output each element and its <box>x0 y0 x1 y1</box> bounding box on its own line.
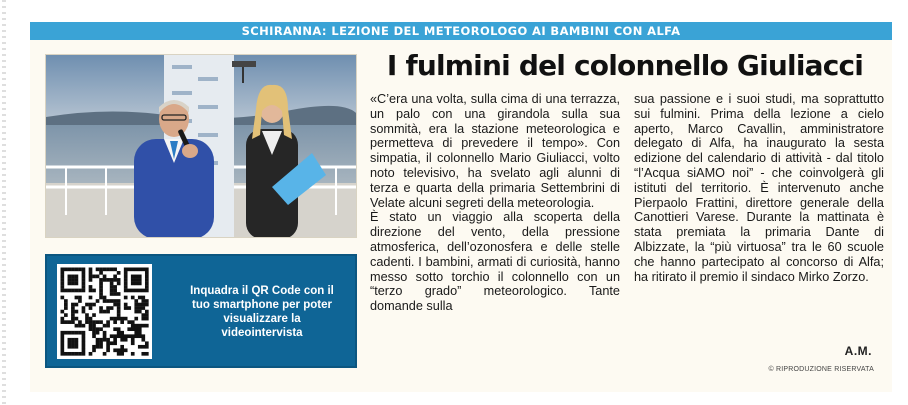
article-photo <box>45 54 357 238</box>
paragraph-3: sua passione e i suoi studi, ma soprattutto sui fulmini. Prima della lezione a cielo aperto, Marco Cavallin, amministratore delegato di Alfa, ha inaugurato la sesta edizione del calendario di attività - dal titolo “l’Acqua siAMO noi” - che coinvolgerà gli istituti del territorio. È intervenuto anche Pierpaolo Frattini, direttore generale della Canottieri Varese. Durante la mattinata è stata premiata la primaria Dante di Albizzate, la “più virtuosa” tra le 60 scuole che hanno partecipato al concorso di Alfa; ha ritirato il premio il sindaco Mirko Zorzo. <box>634 92 884 284</box>
kicker-bar: SCHIRANNA: LEZIONE DEL METEOROLOGO AI BAMBINI CON ALFA <box>30 22 892 40</box>
newspaper-clipping <box>30 22 892 392</box>
page-edge-dots <box>2 0 6 405</box>
article-column-1 <box>370 92 620 314</box>
qr-code-image[interactable] <box>57 264 152 359</box>
qr-code-icon <box>57 264 152 359</box>
photo-illustration <box>46 55 357 238</box>
paragraph-1: «C’era una volta, sulla cima di una terrazza, un palo con una girandola sulla sua sommità, era la stazione meteorologica e permetteva di prevedere il tempo». Con simpatia, il colonnello Mario Giuliacci, volto noto televisivo, ha svelato agli alunni di terza e quarta della primaria Settembrini di Velate alcuni segreti della meteorologia. <box>370 92 620 210</box>
author-initials: A.M. <box>844 344 872 358</box>
qr-code-instructions: Inquadra il QR Code con il tuo smartphone per poter visualizzare la videointervista <box>190 285 334 339</box>
qr-code-box[interactable] <box>45 254 357 368</box>
article-headline: I fulmini del colonnello Giuliacci <box>386 49 864 82</box>
article-column-2 <box>634 92 884 284</box>
paragraph-2: È stato un viaggio alla scoperta della direzione del vento, della pressione atmosferica, dell’ozonosfera e delle stelle cadenti. I bambini, armati di curiosità, hanno messo sotto torchio il colonnello con un “terzo grado” meteorologico. Tante domande sulla <box>370 210 620 314</box>
copyright-notice: © RIPRODUZIONE RISERVATA <box>768 366 874 373</box>
